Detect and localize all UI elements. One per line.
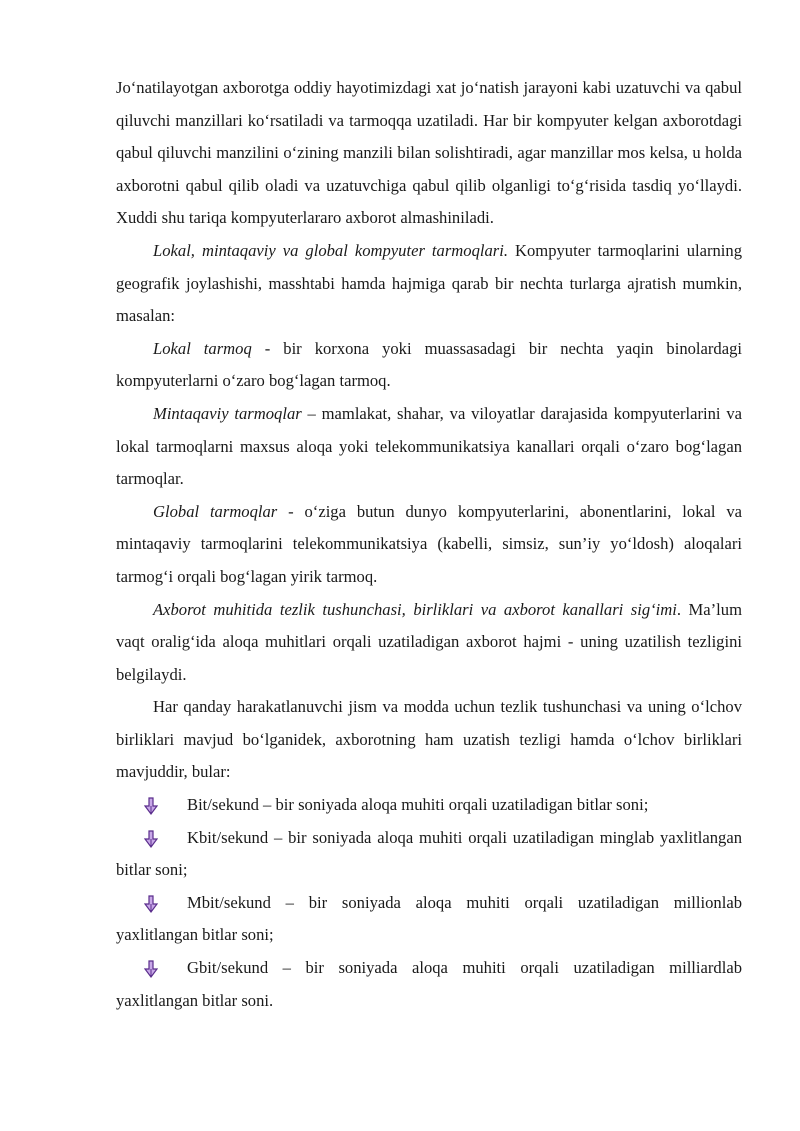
paragraph-regional-network [116,398,742,496]
down-arrow-icon [144,895,158,913]
term-local-network: Lokal tarmoq [153,338,252,358]
list-item-text: Gbit/sekund – bir soniyada aloqa muhiti orqali uzatiladigan milliardlab yaxlitlangan bitlar soni. [116,958,742,1010]
list-item [116,789,742,822]
down-arrow-icon [144,960,158,978]
paragraph-global-network [116,496,742,594]
paragraph-text: . Ma’lum vaqt oralig‘ida aloqa muhitlari orqali uzatiladigan axborot hajmi - uning uzatilish tezligini belgilaydi. [116,599,742,684]
paragraph-text: – mamlakat, shahar, va viloyatlar darajasida kompyuterlarini va lokal tarmoqlarni maxsus aloqa yoki telekommunikatsiya kanallari orqali o‘zaro bog‘lagan tarmoqlar. [116,403,742,489]
section-heading-network-types: Lokal, mintaqaviy va global kompyuter tarmoqlari. [153,240,508,260]
paragraph-speed-units-intro: Har qanday harakatlanuvchi jism va modda uchun tezlik tushunchasi va uning o‘lchov birliklari mavjud bo‘lganidek, axborotning ham uzatish tezligi hamda o‘lchov birliklari mavjuddir, bular: [116,697,742,782]
term-global-network: Global tarmoqlar [153,501,278,521]
document-page [116,72,742,1017]
section-heading-transfer-speed: Axborot muhitida tezlik tushunchasi, birliklari va axborot kanallari sig‘imi [153,599,677,619]
paragraph-text: - o‘ziga butun dunyo kompyuterlarini, abonentlarini, lokal va mintaqaviy tarmoqlarini telekommunikatsiya (kabelli, simsiz, sun’iy yo‘ldosh) aloqalari tarmog‘i orqali bog‘lagan yirik tarmoq. [116,501,742,586]
paragraph-text: Kompyuter tarmoqlarini ularning geografik joylashishi, masshtabi hamda hajmiga qarab bir nechta turlarga ajratish mumkin, masalan: [116,240,742,326]
paragraph-local-network [116,333,742,398]
list-item [116,952,742,1017]
term-regional-network: Mintaqaviy tarmoqlar [153,403,302,423]
list-item-text: Mbit/sekund – bir soniyada aloqa muhiti orqali uzatiladigan millionlab yaxlitlangan bitlar soni; [116,892,742,945]
paragraph-transfer-speed [116,594,742,692]
list-item [116,822,742,887]
down-arrow-icon [144,830,158,848]
list-item-text: Bit/sekund – bir soniyada aloqa muhiti orqali uzatiladigan bitlar soni; [187,795,649,815]
down-arrow-icon [144,797,158,815]
list-item-text: Kbit/sekund – bir soniyada aloqa muhiti orqali uzatiladigan minglab yaxlitlangan bitlar soni; [116,827,742,880]
paragraph-network-types-intro [116,235,742,333]
paragraph-text: - bir korxona yoki muassasadagi bir nechta yaqin binolardagi kompyuterlarni o‘zaro bog‘lagan tarmoq. [116,338,742,391]
list-item [116,887,742,952]
paragraph-message-addressing: Jo‘natilayotgan axborotga oddiy hayotimizdagi xat jo‘natish jarayoni kabi uzatuvchi va qabul qiluvchi manzillari ko‘rsatiladi va tarmoqqa uzatiladi. Har bir kompyuter kelgan axborotdagi qabul qiluvchi manzilini o‘zining manzili bilan solishtiradi, agar manzillar mos kelsa, u holda axborotni qabul qilib oladi va uzatuvchiga qabul qilib olganligi to‘g‘risida tasdiq yo‘llaydi. Xuddi shu tariqa kompyuterlararo axborot almashiniladi. [116,78,742,228]
